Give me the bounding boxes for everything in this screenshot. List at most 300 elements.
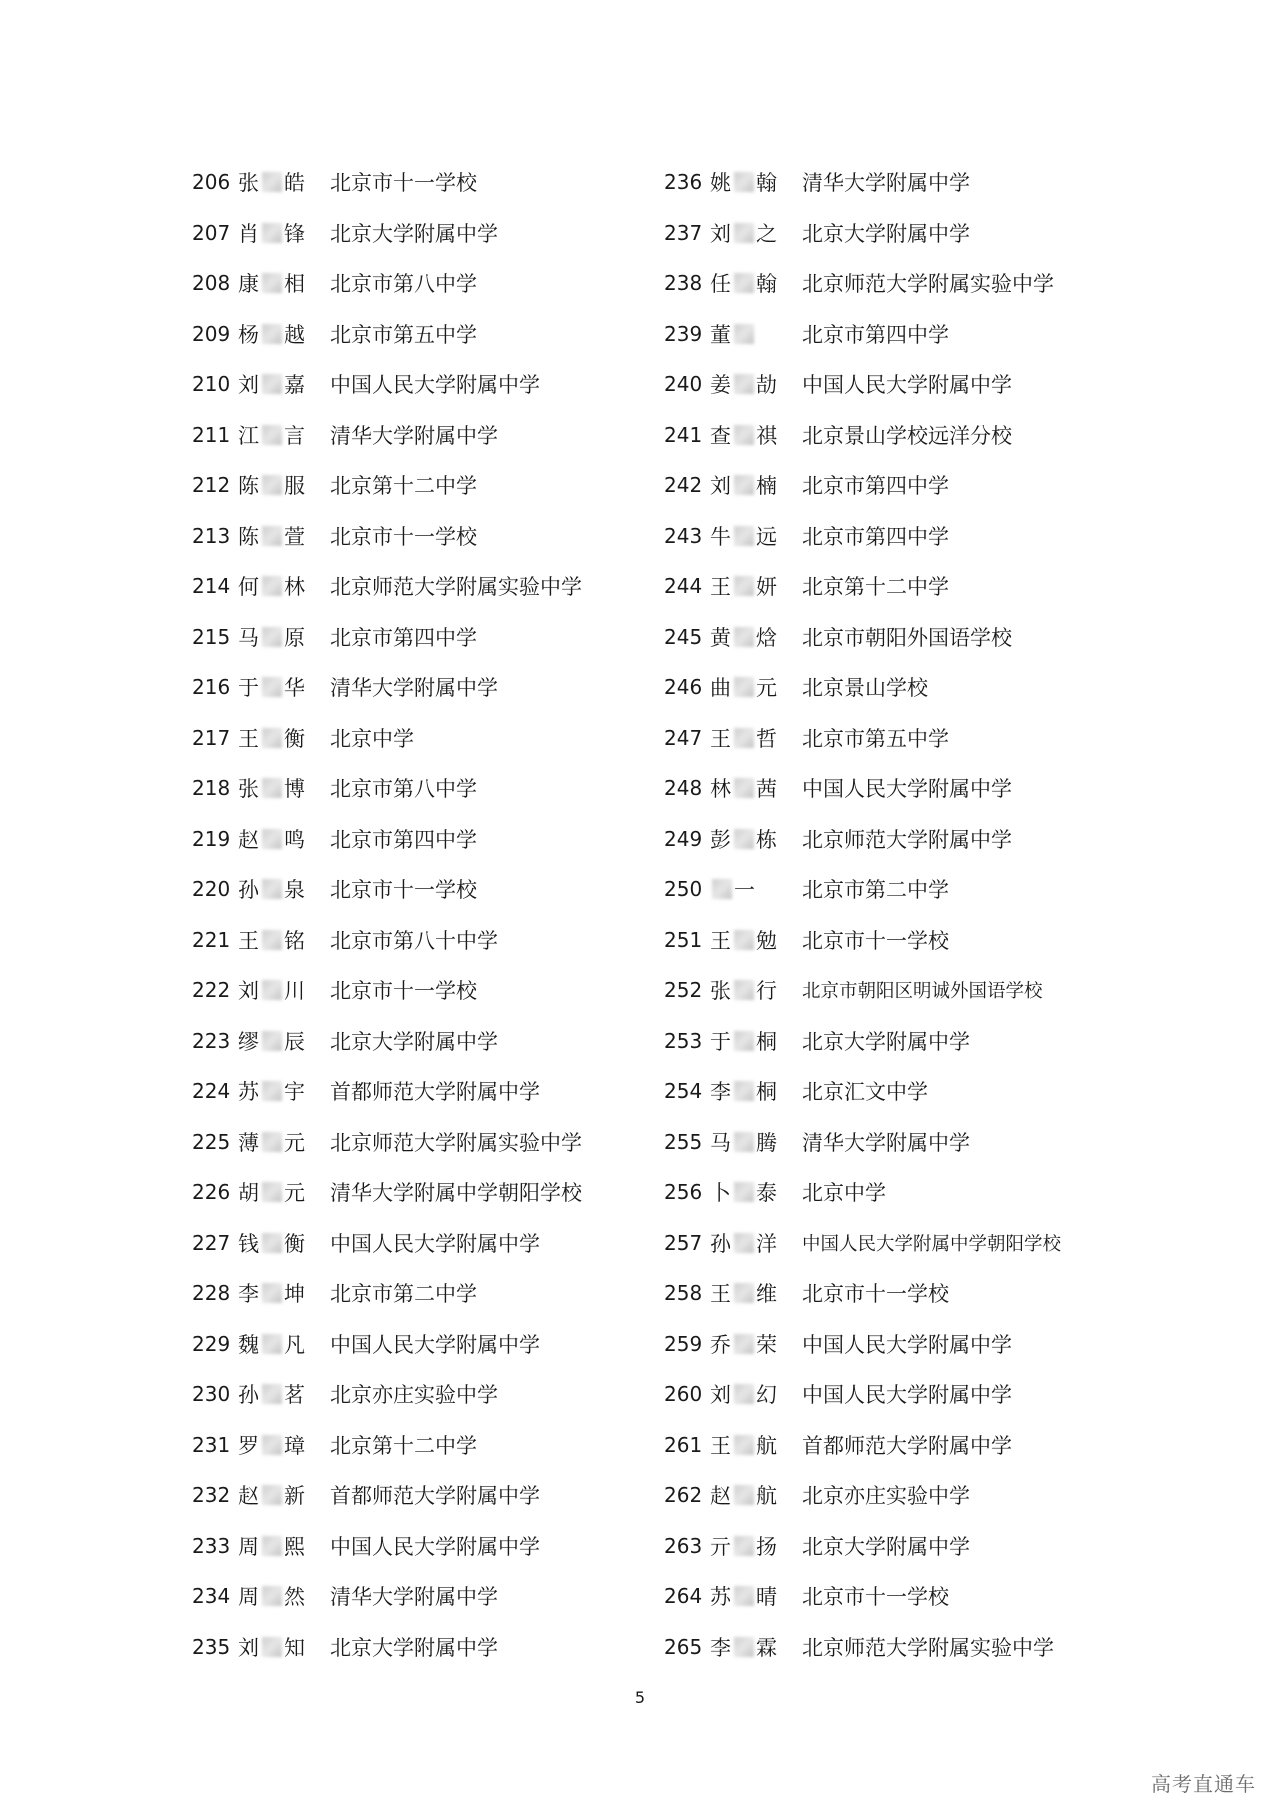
entry-number: 211 [192,422,231,447]
list-item [664,612,1164,663]
entry-number: 217 [192,725,231,750]
redacted-name-block [262,1435,282,1455]
entry-number: 243 [664,523,703,548]
name-given: 桐 [756,1080,778,1105]
redacted-name-block [262,930,282,950]
name-given: 衡 [284,726,306,751]
student-name [238,824,330,854]
entry-number: 208 [192,271,231,296]
entry-number: 232 [192,1483,231,1508]
entry-number: 228 [192,1281,231,1306]
redacted-name-block [734,778,754,798]
student-name [238,319,330,349]
list-item [664,1218,1164,1269]
redacted-name-block [262,829,282,849]
school-name: 北京市第五中学 [330,322,477,347]
entry-number: 260 [664,1382,703,1407]
list-item [192,1066,692,1117]
list-item [192,309,692,360]
redacted-name-block [262,1334,282,1354]
redacted-name-block [734,829,754,849]
student-name [238,1531,330,1561]
student-name [238,622,330,652]
entry-number: 258 [664,1281,703,1306]
list-item [664,157,1164,208]
student-name [238,268,330,298]
name-surname: 刘 [710,221,732,246]
redacted-name-block [262,1536,282,1556]
name-given: 锋 [284,221,306,246]
student-name [238,1581,330,1611]
name-surname: 刘 [710,474,732,499]
student-name [238,1480,330,1510]
name-given: 祺 [756,423,778,448]
name-surname: 于 [238,676,260,701]
entry-number: 262 [664,1483,703,1508]
name-given: 焓 [756,625,778,650]
list-item [664,410,1164,461]
student-name [710,571,802,601]
school-name: 首都师范大学附属中学 [330,1080,540,1105]
name-given: 楠 [756,474,778,499]
name-given: 凡 [284,1332,306,1357]
name-surname: 苏 [238,1080,260,1105]
entry-number: 227 [192,1230,231,1255]
student-name [238,672,330,702]
student-name [238,420,330,450]
list-item [664,915,1164,966]
name-given: 栋 [756,827,778,852]
school-name: 北京市第四中学 [330,625,477,650]
redacted-name-block [734,980,754,1000]
redacted-name-block [262,526,282,546]
name-given: 知 [284,1635,306,1660]
entry-number: 253 [664,1028,703,1053]
name-surname: 胡 [238,1181,260,1206]
name-surname: 牛 [710,524,732,549]
student-name [238,723,330,753]
student-name [238,975,330,1005]
list-item [192,1571,692,1622]
list-item [192,460,692,511]
student-name [710,975,802,1005]
list-item [192,763,692,814]
name-surname: 薄 [238,1130,260,1155]
student-name [238,1278,330,1308]
student-name [710,1026,802,1056]
name-surname: 亓 [710,1534,732,1559]
school-name: 北京大学附属中学 [330,1029,498,1054]
name-given: 一 [734,878,756,903]
entry-number: 263 [664,1533,703,1558]
student-name [238,1228,330,1258]
school-name: 中国人民大学附属中学 [802,1383,1012,1408]
list-item [664,460,1164,511]
entry-number: 229 [192,1331,231,1356]
school-name: 北京市第二中学 [330,1282,477,1307]
name-given: 璋 [284,1433,306,1458]
entry-number: 247 [664,725,703,750]
redacted-name-block [734,728,754,748]
entry-number: 234 [192,1584,231,1609]
name-surname: 黄 [710,625,732,650]
entry-number: 231 [192,1432,231,1457]
name-given: 元 [284,1130,306,1155]
name-given: 越 [284,322,306,347]
redacted-name-block [734,223,754,243]
name-surname: 李 [238,1282,260,1307]
student-name [710,672,802,702]
name-surname: 王 [238,726,260,751]
school-name: 北京景山学校 [802,676,928,701]
entry-number: 239 [664,321,703,346]
student-name [238,1430,330,1460]
school-name: 中国人民大学附属中学朝阳学校 [802,1233,1062,1255]
school-name: 北京市第四中学 [802,322,949,347]
school-name: 中国人民大学附属中学 [330,1231,540,1256]
list-item [664,1319,1164,1370]
name-given: 劼 [756,373,778,398]
list-item [192,1319,692,1370]
list-item [664,1117,1164,1168]
name-surname: 王 [710,726,732,751]
school-name: 北京第十二中学 [330,1433,477,1458]
list-item [664,258,1164,309]
student-name [238,521,330,551]
name-given: 翰 [756,272,778,297]
school-name: 北京市十一学校 [802,1585,949,1610]
school-name: 北京大学附属中学 [330,221,498,246]
school-name: 北京第十二中学 [802,575,949,600]
school-name: 清华大学附属中学 [330,676,498,701]
name-given: 铭 [284,928,306,953]
student-name [710,470,802,500]
name-surname: 查 [710,423,732,448]
list-item [664,1470,1164,1521]
name-surname: 王 [710,1282,732,1307]
name-surname: 江 [238,423,260,448]
student-name [710,622,802,652]
school-name: 中国人民大学附属中学 [802,373,1012,398]
redacted-name-block [734,475,754,495]
redacted-name-block [734,1536,754,1556]
redacted-name-block [734,324,754,344]
name-surname: 钱 [238,1231,260,1256]
redacted-name-block [734,1081,754,1101]
school-name: 北京亦庄实验中学 [802,1484,970,1509]
name-surname: 王 [710,1433,732,1458]
name-surname: 卜 [710,1181,732,1206]
school-name: 清华大学附属中学 [330,1585,498,1610]
name-surname: 张 [710,979,732,1004]
left-column [192,157,692,1672]
entry-number: 251 [664,927,703,952]
name-surname: 王 [238,928,260,953]
student-name [710,521,802,551]
entry-number: 219 [192,826,231,851]
name-given: 川 [284,979,306,1004]
school-name: 清华大学附属中学 [330,423,498,448]
student-name [710,268,802,298]
redacted-name-block [262,627,282,647]
entry-number: 233 [192,1533,231,1558]
name-given: 言 [284,423,306,448]
school-name: 北京亦庄实验中学 [330,1383,498,1408]
name-surname: 肖 [238,221,260,246]
school-name: 中国人民大学附属中学 [330,373,540,398]
entry-number: 223 [192,1028,231,1053]
redacted-name-block [734,273,754,293]
student-name [710,319,802,349]
list-item [192,258,692,309]
name-given: 幻 [756,1383,778,1408]
entry-number: 257 [664,1230,703,1255]
name-surname: 周 [238,1534,260,1559]
student-name [710,218,802,248]
school-name: 北京大学附属中学 [802,1029,970,1054]
list-item [192,864,692,915]
school-name: 中国人民大学附属中学 [802,777,1012,802]
student-name [710,1076,802,1106]
name-surname: 张 [238,171,260,196]
list-item [664,1622,1164,1673]
name-given: 元 [284,1181,306,1206]
entry-number: 225 [192,1129,231,1154]
name-given: 晴 [756,1585,778,1610]
list-item [192,915,692,966]
name-given: 之 [756,221,778,246]
list-item [192,1117,692,1168]
school-name: 清华大学附属中学朝阳学校 [330,1181,582,1206]
name-given: 荣 [756,1332,778,1357]
redacted-name-block [262,1586,282,1606]
name-surname: 林 [710,777,732,802]
entry-number: 255 [664,1129,703,1154]
name-given: 妍 [756,575,778,600]
redacted-name-block [262,1384,282,1404]
name-given: 原 [284,625,306,650]
student-name [238,874,330,904]
name-surname: 马 [710,1130,732,1155]
redacted-name-block [262,980,282,1000]
school-name: 北京师范大学附属实验中学 [802,1635,1054,1660]
name-given: 宇 [284,1080,306,1105]
name-given: 然 [284,1585,306,1610]
entry-number: 249 [664,826,703,851]
redacted-name-block [734,1233,754,1253]
name-surname: 康 [238,272,260,297]
redacted-name-block [262,1233,282,1253]
list-item [664,1369,1164,1420]
name-surname: 陈 [238,524,260,549]
name-given: 行 [756,979,778,1004]
right-column [664,157,1164,1672]
redacted-name-block [262,1081,282,1101]
entry-number: 215 [192,624,231,649]
redacted-name-block [734,1283,754,1303]
name-given: 坤 [284,1282,306,1307]
name-given: 茗 [284,1383,306,1408]
student-name [710,1379,802,1409]
student-name [710,1531,802,1561]
student-name [238,167,330,197]
name-given: 鸣 [284,827,306,852]
list-item [192,1622,692,1673]
name-given: 桐 [756,1029,778,1054]
redacted-name-block [734,1435,754,1455]
redacted-name-block [262,1283,282,1303]
name-surname: 董 [710,322,732,347]
student-name [710,773,802,803]
redacted-name-block [262,1485,282,1505]
student-name [238,470,330,500]
student-name [710,1228,802,1258]
name-surname: 刘 [238,373,260,398]
list-item [192,814,692,865]
list-item [664,359,1164,410]
entry-number: 235 [192,1634,231,1659]
name-surname: 刘 [238,1635,260,1660]
list-item [664,208,1164,259]
name-surname: 赵 [238,1484,260,1509]
list-item [192,410,692,461]
entry-number: 222 [192,978,231,1003]
list-item [664,309,1164,360]
list-item [192,662,692,713]
student-name [710,824,802,854]
student-name [238,773,330,803]
name-surname: 李 [710,1635,732,1660]
name-given: 嘉 [284,373,306,398]
name-surname: 赵 [710,1484,732,1509]
list-item [192,1369,692,1420]
redacted-name-block [734,1334,754,1354]
school-name: 北京市十一学校 [330,878,477,903]
school-name: 北京汇文中学 [802,1080,928,1105]
student-name [238,1177,330,1207]
list-item [192,1420,692,1471]
list-item [664,713,1164,764]
redacted-name-block [262,1182,282,1202]
entry-number: 206 [192,170,231,195]
school-name: 北京师范大学附属实验中学 [802,272,1054,297]
list-item [664,511,1164,562]
entry-number: 265 [664,1634,703,1659]
redacted-name-block [734,1637,754,1657]
redacted-name-block [734,1182,754,1202]
name-given: 林 [284,575,306,600]
school-name: 北京市朝阳区明诚外国语学校 [802,981,1043,1003]
list-item [192,1470,692,1521]
school-name: 北京市十一学校 [330,171,477,196]
list-item [192,511,692,562]
student-name [710,1581,802,1611]
redacted-name-block [734,627,754,647]
redacted-name-block [262,1031,282,1051]
redacted-name-block [734,1132,754,1152]
name-given: 腾 [756,1130,778,1155]
school-name: 北京师范大学附属中学 [802,827,1012,852]
list-item [192,359,692,410]
school-name: 中国人民大学附属中学 [330,1534,540,1559]
entry-number: 207 [192,220,231,245]
list-item [664,561,1164,612]
name-surname: 彭 [710,827,732,852]
school-name: 北京大学附属中学 [802,221,970,246]
redacted-name-block [262,223,282,243]
entry-number: 245 [664,624,703,649]
entry-number: 238 [664,271,703,296]
name-given: 洋 [756,1231,778,1256]
redacted-name-block [734,677,754,697]
name-given: 扬 [756,1534,778,1559]
student-name [710,1480,802,1510]
redacted-name-block [734,1586,754,1606]
name-surname: 姚 [710,171,732,196]
name-given: 维 [756,1282,778,1307]
entry-number: 224 [192,1079,231,1104]
entry-number: 236 [664,170,703,195]
school-name: 北京市十一学校 [330,524,477,549]
name-surname: 赵 [238,827,260,852]
name-given: 泰 [756,1181,778,1206]
school-name: 北京大学附属中学 [330,1635,498,1660]
school-name: 首都师范大学附属中学 [802,1433,1012,1458]
entry-number: 237 [664,220,703,245]
student-name [238,1329,330,1359]
name-surname: 何 [238,575,260,600]
entry-number: 209 [192,321,231,346]
school-name: 北京市第八十中学 [330,928,498,953]
school-name: 首都师范大学附属中学 [330,1484,540,1509]
redacted-name-block [262,728,282,748]
redacted-name-block [262,324,282,344]
entry-number: 221 [192,927,231,952]
list-item [664,1521,1164,1572]
entry-number: 220 [192,877,231,902]
name-given: 熙 [284,1534,306,1559]
redacted-name-block [262,1132,282,1152]
name-given: 远 [756,524,778,549]
entry-number: 259 [664,1331,703,1356]
redacted-name-block [734,1031,754,1051]
name-given: 航 [756,1433,778,1458]
student-name [238,925,330,955]
name-surname: 姜 [710,373,732,398]
school-name: 北京市第二中学 [802,878,949,903]
redacted-name-block [262,273,282,293]
list-item [664,814,1164,865]
name-surname: 缪 [238,1029,260,1054]
student-name [710,1177,802,1207]
name-surname: 魏 [238,1332,260,1357]
list-item [192,1218,692,1269]
school-name: 中国人民大学附属中学 [330,1332,540,1357]
name-given: 博 [284,777,306,802]
school-name: 北京景山学校远洋分校 [802,423,1012,448]
name-given: 辰 [284,1029,306,1054]
entry-number: 261 [664,1432,703,1457]
name-given: 翰 [756,171,778,196]
name-surname: 孙 [238,1383,260,1408]
name-surname: 李 [710,1080,732,1105]
entry-number: 226 [192,1180,231,1205]
name-surname: 张 [238,777,260,802]
list-item [192,713,692,764]
redacted-name-block [734,374,754,394]
student-name [238,369,330,399]
redacted-name-block [734,576,754,596]
